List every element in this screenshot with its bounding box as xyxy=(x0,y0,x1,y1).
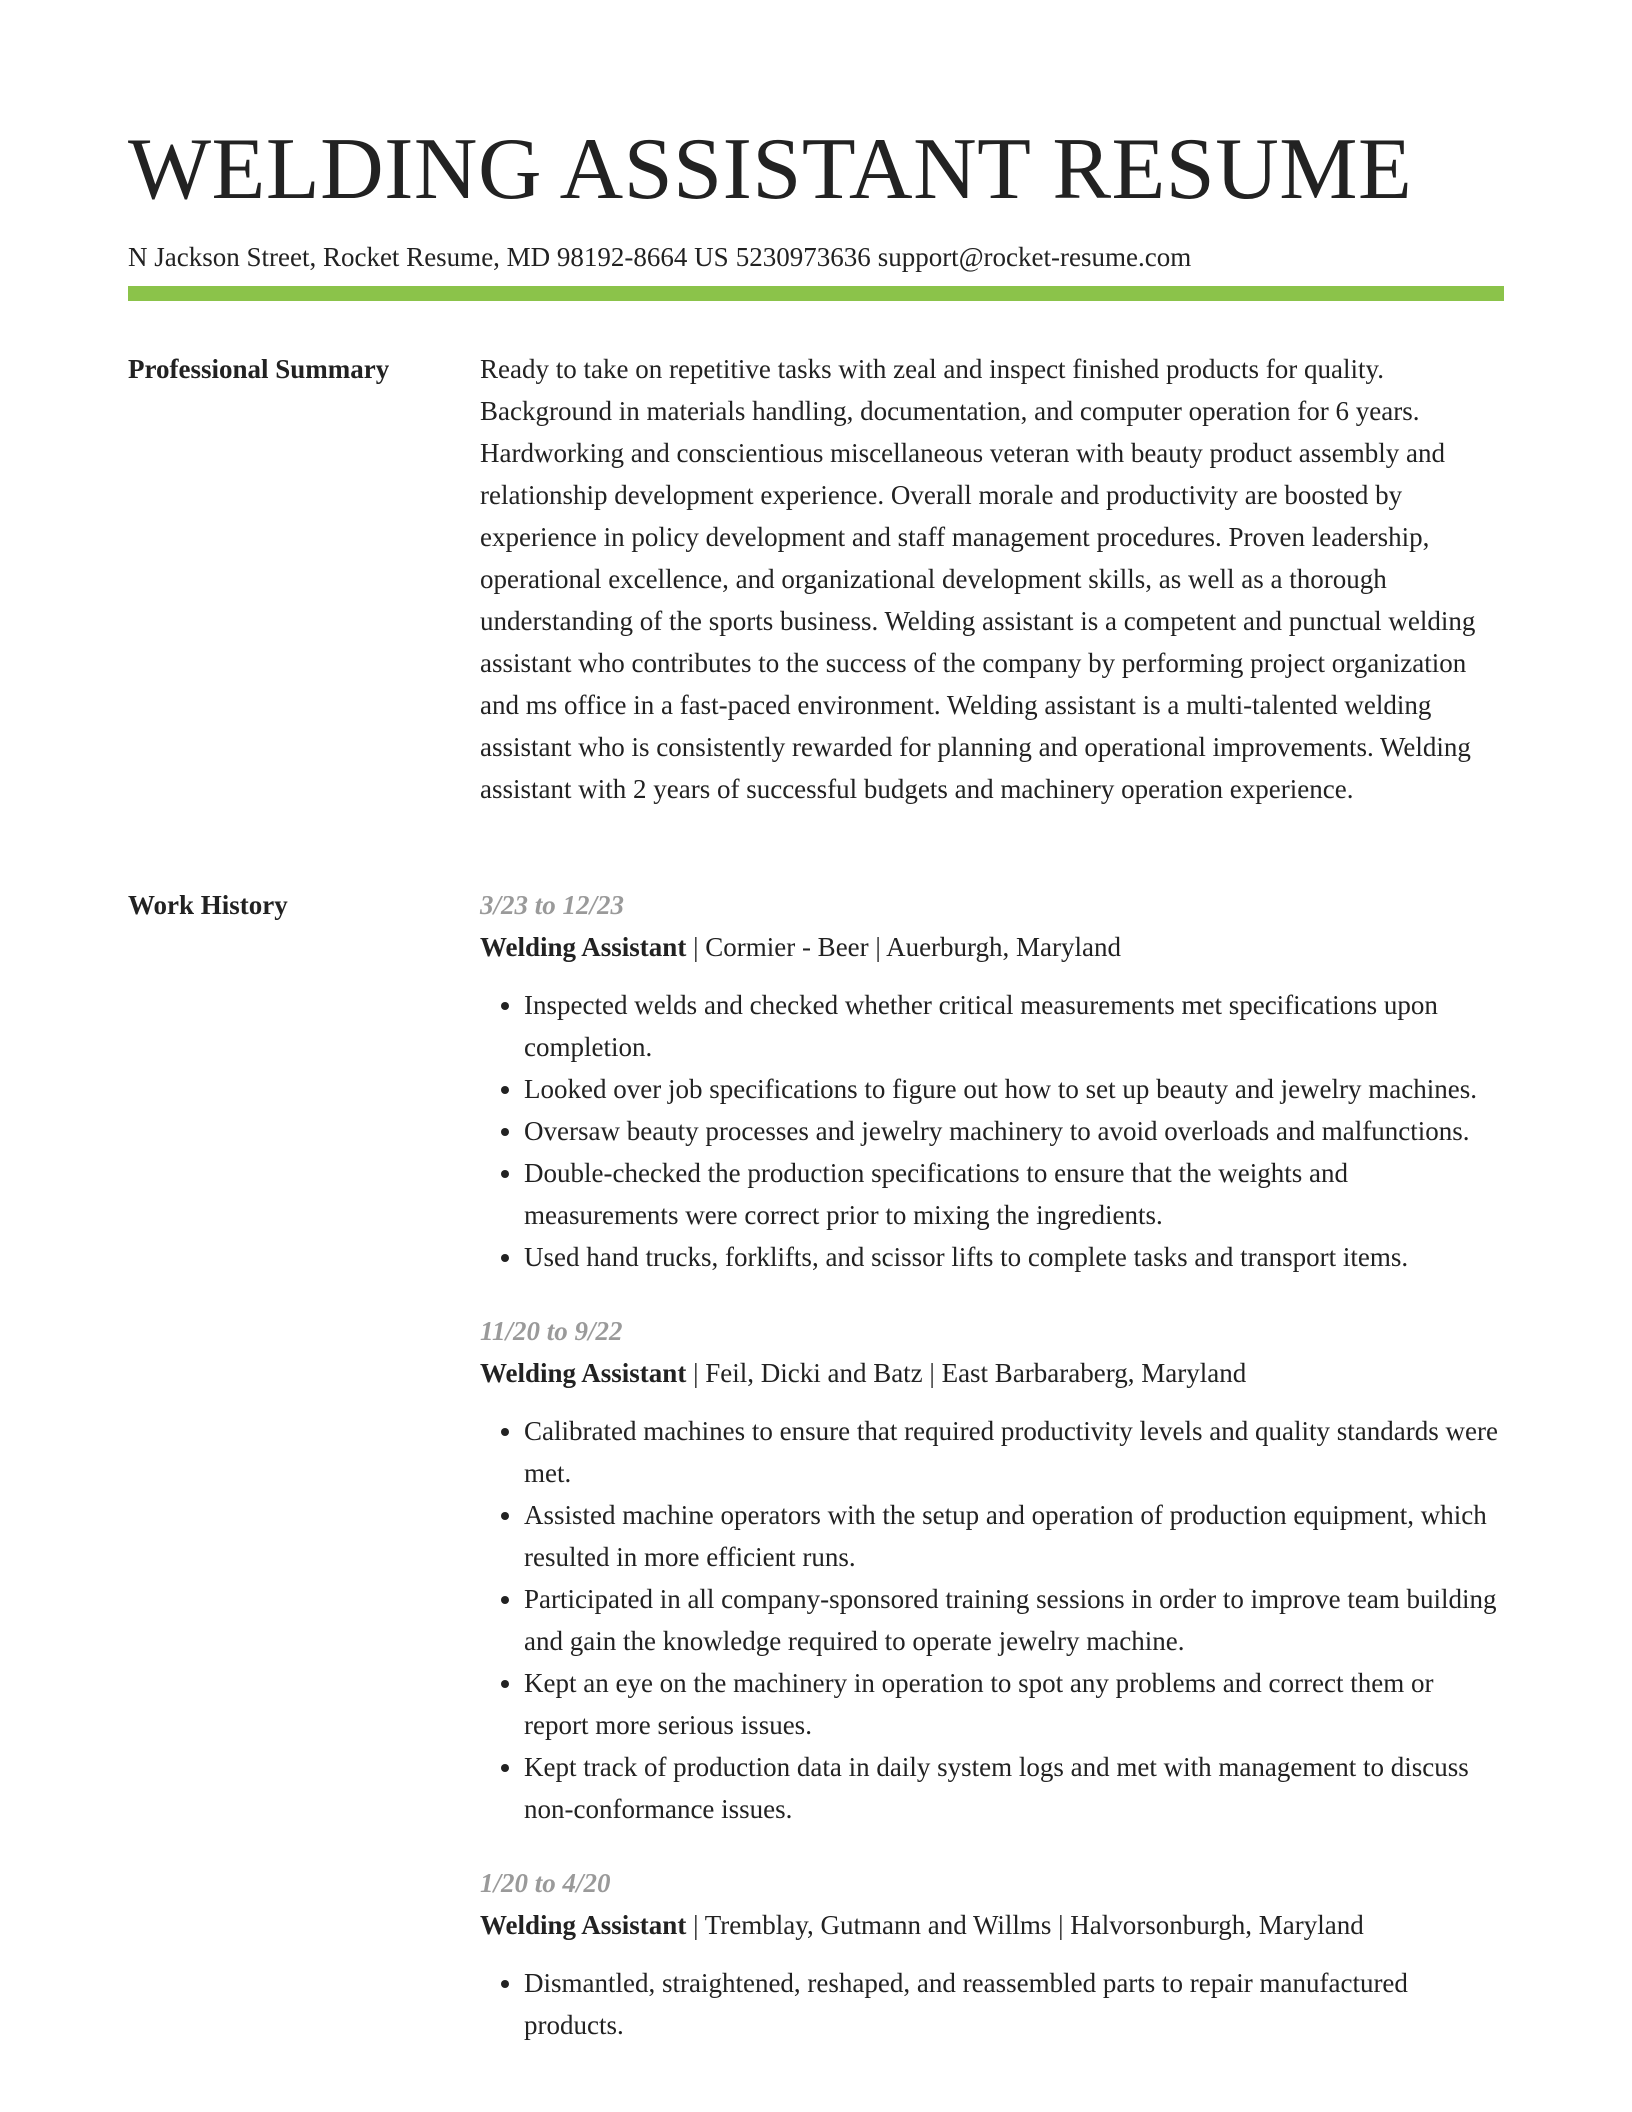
job-title: Welding Assistant xyxy=(480,1910,687,1940)
job-bullet: • Looked over job specifications to figure out how to set up beauty and jewelry machines. xyxy=(524,1068,1504,1110)
header-divider xyxy=(128,286,1504,301)
job-employer-location: | Feil, Dicki and Batz | East Barbaraberg, Maryland xyxy=(686,1358,1247,1388)
job-employer-location: | Tremblay, Gutmann and Willms | Halvorsonburgh, Maryland xyxy=(686,1910,1364,1940)
job-employer-location: | Cormier - Beer | Auerburgh, Maryland xyxy=(686,932,1122,962)
summary-heading: Professional Summary xyxy=(128,354,390,384)
job-title: Welding Assistant xyxy=(480,932,687,962)
job-dates: 1/20 to 4/20 xyxy=(480,1868,611,1898)
job-title-line xyxy=(480,1352,1504,1394)
job-bullet: • Used hand trucks, forklifts, and scissor lifts to complete tasks and transport items. xyxy=(524,1236,1504,1278)
job-title: Welding Assistant xyxy=(480,1358,687,1388)
job-bullet: • Inspected welds and checked whether critical measurements met specifications upon completion. xyxy=(524,984,1504,1068)
job-bullet: • Dismantled, straightened, reshaped, and reassembled parts to repair manufactured products. xyxy=(524,1962,1504,2046)
summary-text: Ready to take on repetitive tasks with zeal and inspect finished products for quality. Background in materials handling, documentation, and computer operation for 6 years. Hardworking and conscientious miscellaneous veteran with beauty product assembly and relationship development experience. Overall morale and productivity are boosted by experience in policy development and staff management procedures. Proven leadership, operational excellence, and organizational development skills, as well as a thorough understanding of the sports business. Welding assistant is a competent and punctual welding assistant who contributes to the success of the company by performing project organization and ms office in a fast-paced environment. Welding assistant is a multi-talented welding assistant who is consistently rewarded for planning and operational improvements. Welding assistant with 2 years of successful budgets and machinery operation experience. xyxy=(480,354,1476,804)
job-title-line xyxy=(480,926,1504,968)
job-bullet: • Calibrated machines to ensure that required productivity levels and quality standards were met. xyxy=(524,1410,1504,1494)
resume-header xyxy=(128,118,1504,274)
job-bullet-list xyxy=(480,1410,1504,1830)
contact-line xyxy=(128,240,1504,274)
job-entry xyxy=(480,1862,1504,2046)
job-entry xyxy=(480,884,1504,1278)
summary-body xyxy=(480,348,1504,810)
contact-address: N Jackson Street, Rocket Resume, MD 98192-8664 US xyxy=(128,242,729,272)
work-history-body xyxy=(480,884,1504,2078)
job-title-line xyxy=(480,1904,1504,1946)
contact-phone: 5230973636 xyxy=(735,242,871,272)
job-bullet: • Oversaw beauty processes and jewelry machinery to avoid overloads and malfunctions. xyxy=(524,1110,1504,1152)
job-bullet-list xyxy=(480,1962,1504,2046)
work-history-heading: Work History xyxy=(128,890,288,920)
job-bullet: • Double-checked the production specifications to ensure that the weights and measurements were correct prior to mixing the ingredients. xyxy=(524,1152,1504,1236)
job-dates: 3/23 to 12/23 xyxy=(480,890,625,920)
contact-email: support@rocket-resume.com xyxy=(877,242,1192,272)
job-bullet: • Kept track of production data in daily system logs and met with management to discuss non-conformance issues. xyxy=(524,1746,1504,1830)
job-bullet: • Assisted machine operators with the setup and operation of production equipment, which resulted in more efficient runs. xyxy=(524,1494,1504,1578)
job-bullet: • Participated in all company-sponsored training sessions in order to improve team building and gain the knowledge required to operate jewelry machine. xyxy=(524,1578,1504,1662)
job-dates: 11/20 to 9/22 xyxy=(480,1316,623,1346)
job-bullet: • Kept an eye on the machinery in operation to spot any problems and correct them or report more serious issues. xyxy=(524,1662,1504,1746)
resume-title: WELDING ASSISTANT RESUME xyxy=(128,121,1413,218)
job-entry xyxy=(480,1310,1504,1830)
job-bullet-list xyxy=(480,984,1504,1278)
